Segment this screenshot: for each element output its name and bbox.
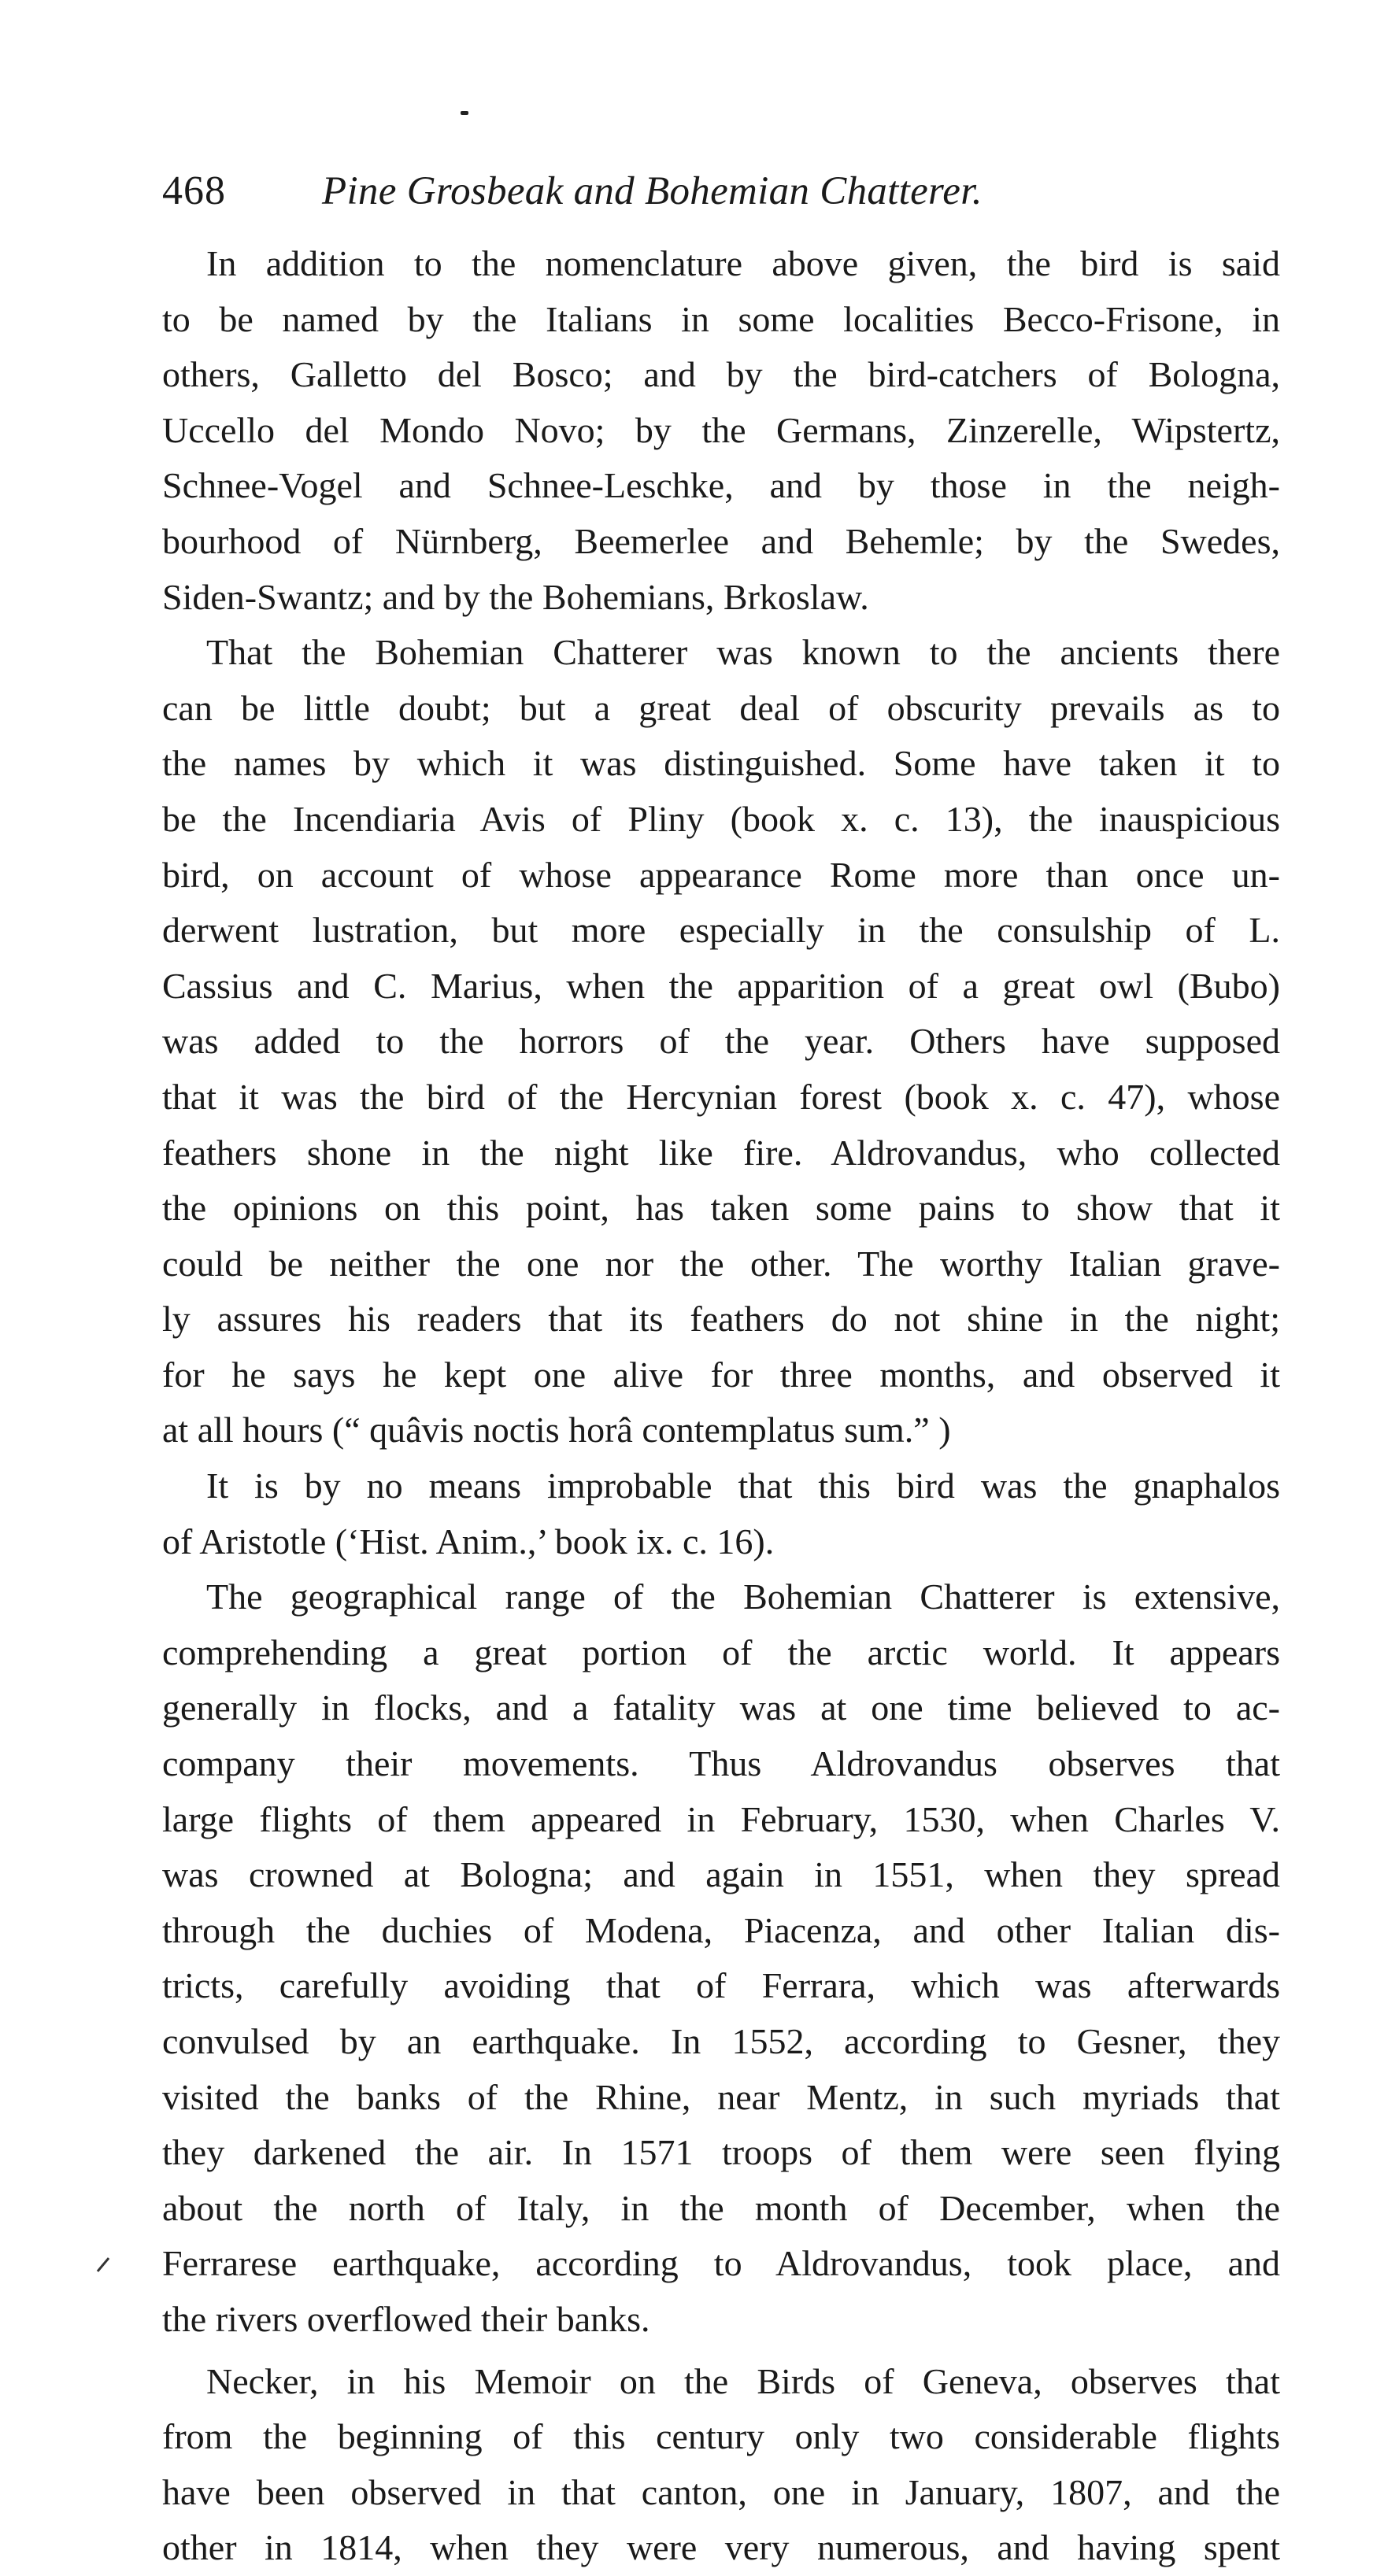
text-line: Uccello del Mondo Novo; by the Germans, Zinzerelle, Wipstertz, (162, 409, 1280, 450)
text-line: The geographical range of the Bohemian Chatterer is extensive, (206, 1576, 1280, 1617)
text-line: convulsed by an earthquake. In 1552, according to Gesner, they (162, 2021, 1280, 2061)
text-line: for he says he kept one alive for three months, and observed it (162, 1354, 1280, 1395)
page-number: 468 (162, 168, 226, 213)
text-line: Ferrarese earthquake, according to Aldrovandus, took place, and (162, 2243, 1280, 2284)
text-line: of Aristotle (‘Hist. Anim.,’ book ix. c. 16). (162, 1521, 775, 1561)
text-line: the names by which it was distinguished. Some have taken it to (162, 743, 1280, 784)
text-line: Necker, in his Memoir on the Birds of Geneva, observes that (206, 2360, 1280, 2401)
running-title: Pine Grosbeak and Bohemian Chatterer. (322, 169, 983, 213)
text-line: other in 1814, when they were very numerous, and having spent (162, 2527, 1280, 2568)
text-line: the opinions on this point, has taken some pains to show that it (162, 1188, 1280, 1229)
text-line: derwent lustration, but more especially in the consulship of L. (162, 910, 1280, 951)
text-line: was crowned at Bologna; and again in 1551, when they spread (162, 1854, 1280, 1895)
text-line: be the Incendiaria Avis of Pliny (book x. c. 13), the inauspicious (162, 798, 1280, 839)
text-line: could be neither the one nor the other. The worthy Italian grave- (162, 1243, 1280, 1284)
text-line: the rivers overflowed their banks. (162, 2298, 650, 2339)
text-line: that it was the bird of the Hercynian forest (book x. c. 47), whose (162, 1076, 1280, 1117)
text-line: from the beginning of this century only two considerable flights (162, 2416, 1280, 2457)
text-line: they darkened the air. In 1571 troops of them were seen flying (162, 2132, 1280, 2173)
text-line: Schnee-Vogel and Schnee-Leschke, and by those in the neigh- (162, 465, 1280, 506)
text-line: can be little doubt; but a great deal of obscurity prevails as to (162, 687, 1280, 728)
margin-mark (97, 2257, 109, 2272)
running-header (162, 164, 1280, 219)
text-line: bourhood of Nürnberg, Beemerlee and Behemle; by the Swedes, (162, 520, 1280, 561)
text-line: comprehending a great portion of the arctic world. It appears (162, 1632, 1280, 1672)
text-line: company their movements. Thus Aldrovandus observes that (162, 1743, 1280, 1784)
text-line: visited the banks of the Rhine, near Mentz, in such myriads that (162, 2076, 1280, 2117)
text-line: Siden-Swantz; and by the Bohemians, Brkoslaw. (162, 576, 869, 617)
text-line: through the duchies of Modena, Piacenza, and other Italian dis- (162, 1909, 1280, 1950)
text-line: at all hours (“ quâvis noctis horâ contemplatus sum.” ) (162, 1410, 951, 1451)
text-line: generally in flocks, and a fatality was at one time believed to ac- (162, 1687, 1280, 1728)
ink-speck (461, 111, 468, 115)
text-line: others, Galletto del Bosco; and by the bird-catchers of Bologna, (162, 354, 1280, 395)
text-line: large flights of them appeared in February, 1530, when Charles V. (162, 1798, 1280, 1839)
text-line: tricts, carefully avoiding that of Ferrara, which was afterwards (162, 1965, 1280, 2006)
text-line: to be named by the Italians in some localities Becco-Frisone, in (162, 298, 1280, 339)
text-line: feathers shone in the night like fire. Aldrovandus, who collected (162, 1132, 1280, 1173)
text-line: bird, on account of whose appearance Rome more than once un- (162, 854, 1280, 895)
text-line: It is by no means improbable that this bird was the gnaphalos (206, 1465, 1280, 1506)
text-line: In addition to the nomenclature above given, the bird is said (206, 243, 1280, 283)
text-line: have been observed in that canton, one in January, 1807, and the (162, 2471, 1280, 2512)
text-line: Cassius and C. Marius, when the apparition of a great owl (Bubo) (162, 965, 1280, 1006)
text-line: was added to the horrors of the year. Others have supposed (162, 1021, 1280, 1062)
text-line: That the Bohemian Chatterer was known to the ancients there (206, 632, 1280, 673)
text-line: ly assures his readers that its feathers do not shine in the night; (162, 1299, 1280, 1340)
text-line: about the north of Italy, in the month of December, when the (162, 2187, 1280, 2228)
body-text (162, 236, 1280, 2576)
